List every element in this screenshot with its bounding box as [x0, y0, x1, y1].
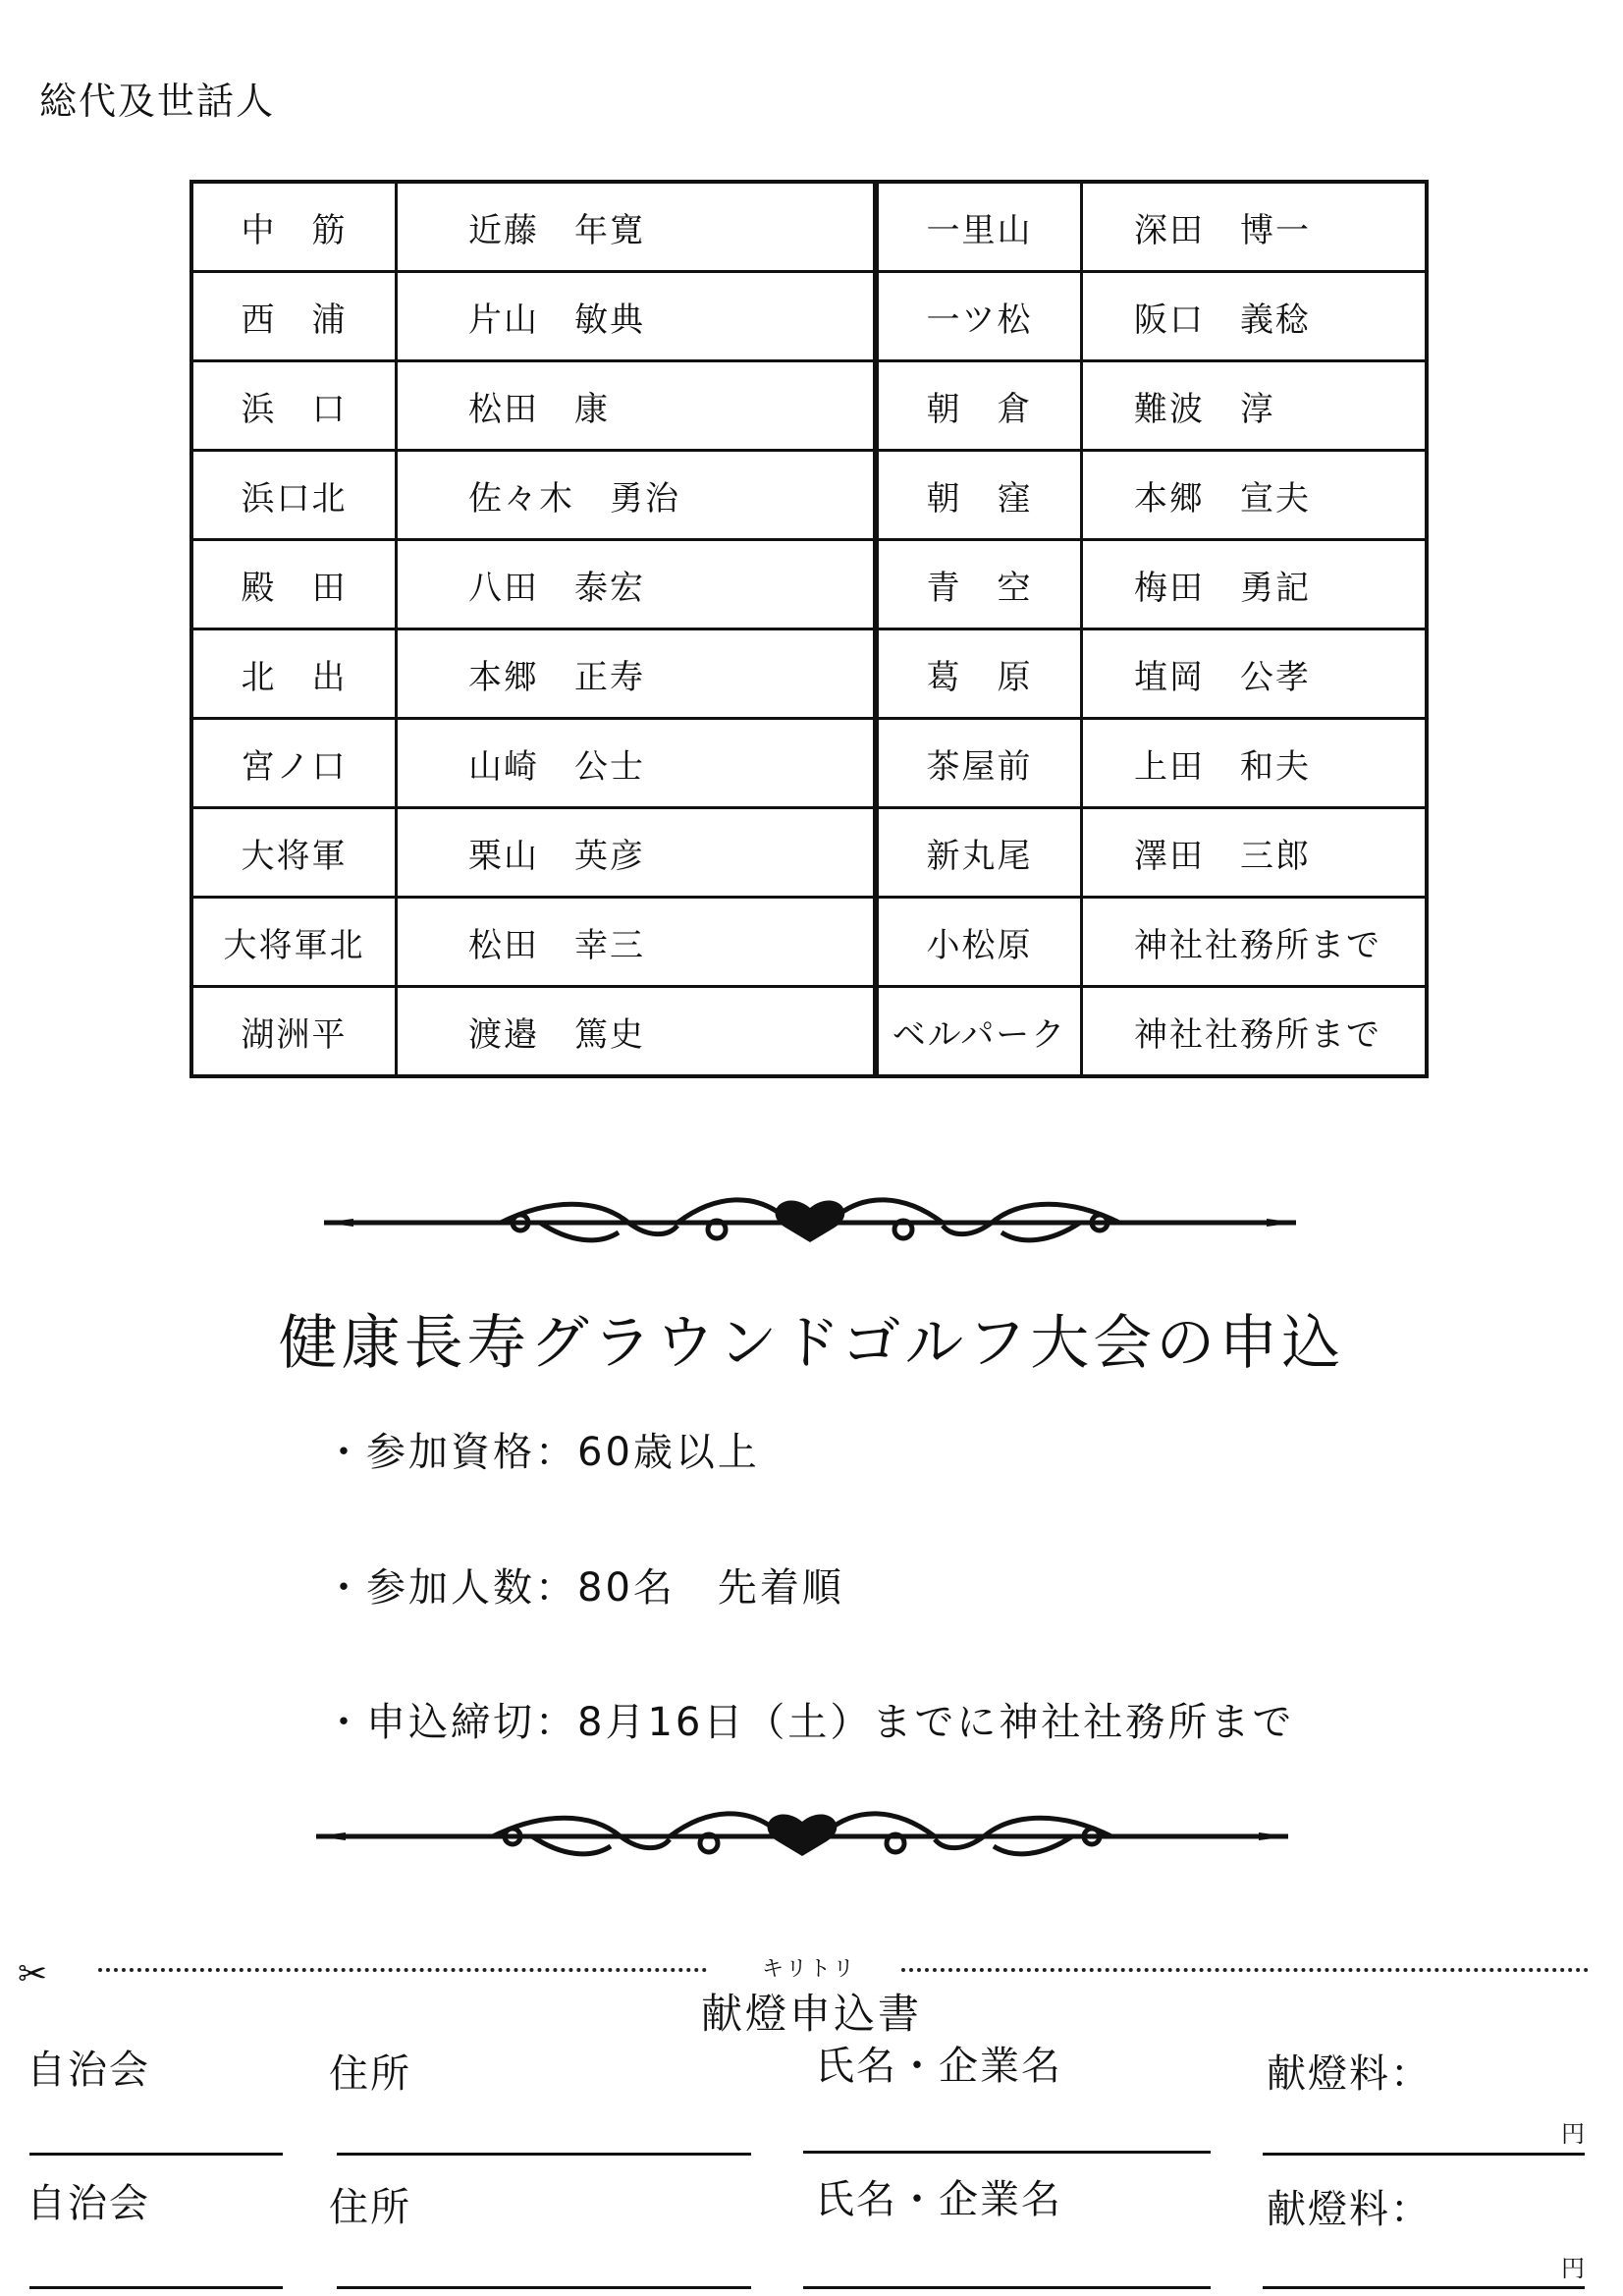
- form-label-address: 住所: [329, 2185, 411, 2230]
- roster-person: 上田 和夫: [1082, 719, 1428, 808]
- roster-table: [189, 180, 1429, 1078]
- roster-person: 本郷 宣夫: [1082, 451, 1428, 540]
- roster-area: 大将軍北: [191, 898, 397, 987]
- roster-area: ベルパーク: [876, 987, 1082, 1077]
- roster-area: 新丸尾: [876, 808, 1082, 898]
- roster-area: 西 浦: [191, 272, 397, 361]
- roster-area: 殿 田: [191, 540, 397, 629]
- form-field-name[interactable]: [803, 2286, 1211, 2289]
- roster-row: [191, 361, 1427, 451]
- roster-person: 阪口 義稔: [1082, 272, 1428, 361]
- roster-area: 浜口北: [191, 451, 397, 540]
- form-field-address[interactable]: [337, 2286, 751, 2289]
- form-title: 献燈申込書: [700, 1990, 922, 2038]
- form-field-jichikai[interactable]: [29, 2153, 283, 2156]
- roster-person: 埴岡 公孝: [1082, 629, 1428, 719]
- roster-person: 八田 泰宏: [397, 540, 877, 629]
- roster-row: [191, 629, 1427, 719]
- roster-person: 松田 幸三: [397, 898, 877, 987]
- roster-person: 梅田 勇記: [1082, 540, 1428, 629]
- roster-row: [191, 987, 1427, 1077]
- roster-person: 深田 博一: [1082, 182, 1428, 272]
- form-label-fee: 献燈料：: [1267, 2051, 1432, 2097]
- roster-area: 中 筋: [191, 182, 397, 272]
- roster-area: 青 空: [876, 540, 1082, 629]
- roster-person: 近藤 年寛: [397, 182, 877, 272]
- event-title: 健康長寿グラウンドゴルフ大会の申込: [278, 1309, 1345, 1378]
- ornament-divider-top: [324, 1188, 1296, 1257]
- roster-area: 浜 口: [191, 361, 397, 451]
- roster-row: [191, 808, 1427, 898]
- form-label-name: 氏名・企業名: [815, 2044, 1062, 2089]
- scissors-icon: ✂: [18, 1954, 48, 1995]
- roster-area: 葛 原: [876, 629, 1082, 719]
- roster-area: 小松原: [876, 898, 1082, 987]
- ornament-divider-bottom: [316, 1802, 1288, 1871]
- form-yen-unit: 円: [1561, 2255, 1585, 2282]
- form-label-jichikai: 自治会: [27, 2181, 150, 2226]
- roster-person: 神社社務所まで: [1082, 898, 1428, 987]
- roster-row: [191, 272, 1427, 361]
- roster-area: 湖洲平: [191, 987, 397, 1077]
- roster-row: [191, 540, 1427, 629]
- cut-line-right: [901, 1968, 1589, 1972]
- roster-area: 朝 倉: [876, 361, 1082, 451]
- roster-person: 澤田 三郎: [1082, 808, 1428, 898]
- roster-person: 難波 淳: [1082, 361, 1428, 451]
- roster-person: 栗山 英彦: [397, 808, 877, 898]
- roster-person: 渡邉 篤史: [397, 987, 877, 1077]
- roster-area: 一ツ松: [876, 272, 1082, 361]
- event-qualification: ・参加資格：60歳以上: [324, 1430, 760, 1475]
- roster-row: [191, 451, 1427, 540]
- roster-area: 朝 窪: [876, 451, 1082, 540]
- page-heading: 総代及世話人: [39, 80, 276, 123]
- form-field-fee[interactable]: [1263, 2153, 1585, 2156]
- event-capacity: ・参加人数：80名 先着順: [324, 1565, 844, 1611]
- roster-area: 北 出: [191, 629, 397, 719]
- roster-area: 宮ノ口: [191, 719, 397, 808]
- form-field-jichikai[interactable]: [29, 2286, 283, 2289]
- roster-person: 佐々木 勇治: [397, 451, 877, 540]
- roster-person: 片山 敏典: [397, 272, 877, 361]
- form-field-name[interactable]: [803, 2151, 1211, 2154]
- form-label-jichikai: 自治会: [27, 2048, 150, 2093]
- roster-person: 松田 康: [397, 361, 877, 451]
- roster-person: 神社社務所まで: [1082, 987, 1428, 1077]
- roster-area: 大将軍: [191, 808, 397, 898]
- roster-row: [191, 719, 1427, 808]
- roster-area: 一里山: [876, 182, 1082, 272]
- roster-area: 茶屋前: [876, 719, 1082, 808]
- event-deadline: ・申込締切：8月16日（土）までに神社社務所まで: [324, 1700, 1295, 1745]
- cut-label: キリトリ: [762, 1957, 857, 1982]
- roster-person: 本郷 正寿: [397, 629, 877, 719]
- roster-person: 山崎 公士: [397, 719, 877, 808]
- form-label-name: 氏名・企業名: [815, 2177, 1062, 2222]
- form-label-fee: 献燈料：: [1267, 2187, 1432, 2232]
- form-yen-unit: 円: [1561, 2120, 1585, 2148]
- form-field-address[interactable]: [337, 2153, 751, 2156]
- form-label-address: 住所: [329, 2051, 411, 2097]
- roster-row: [191, 898, 1427, 987]
- cut-line-left: [98, 1968, 707, 1972]
- form-field-fee[interactable]: [1263, 2286, 1585, 2289]
- roster-row: [191, 182, 1427, 272]
